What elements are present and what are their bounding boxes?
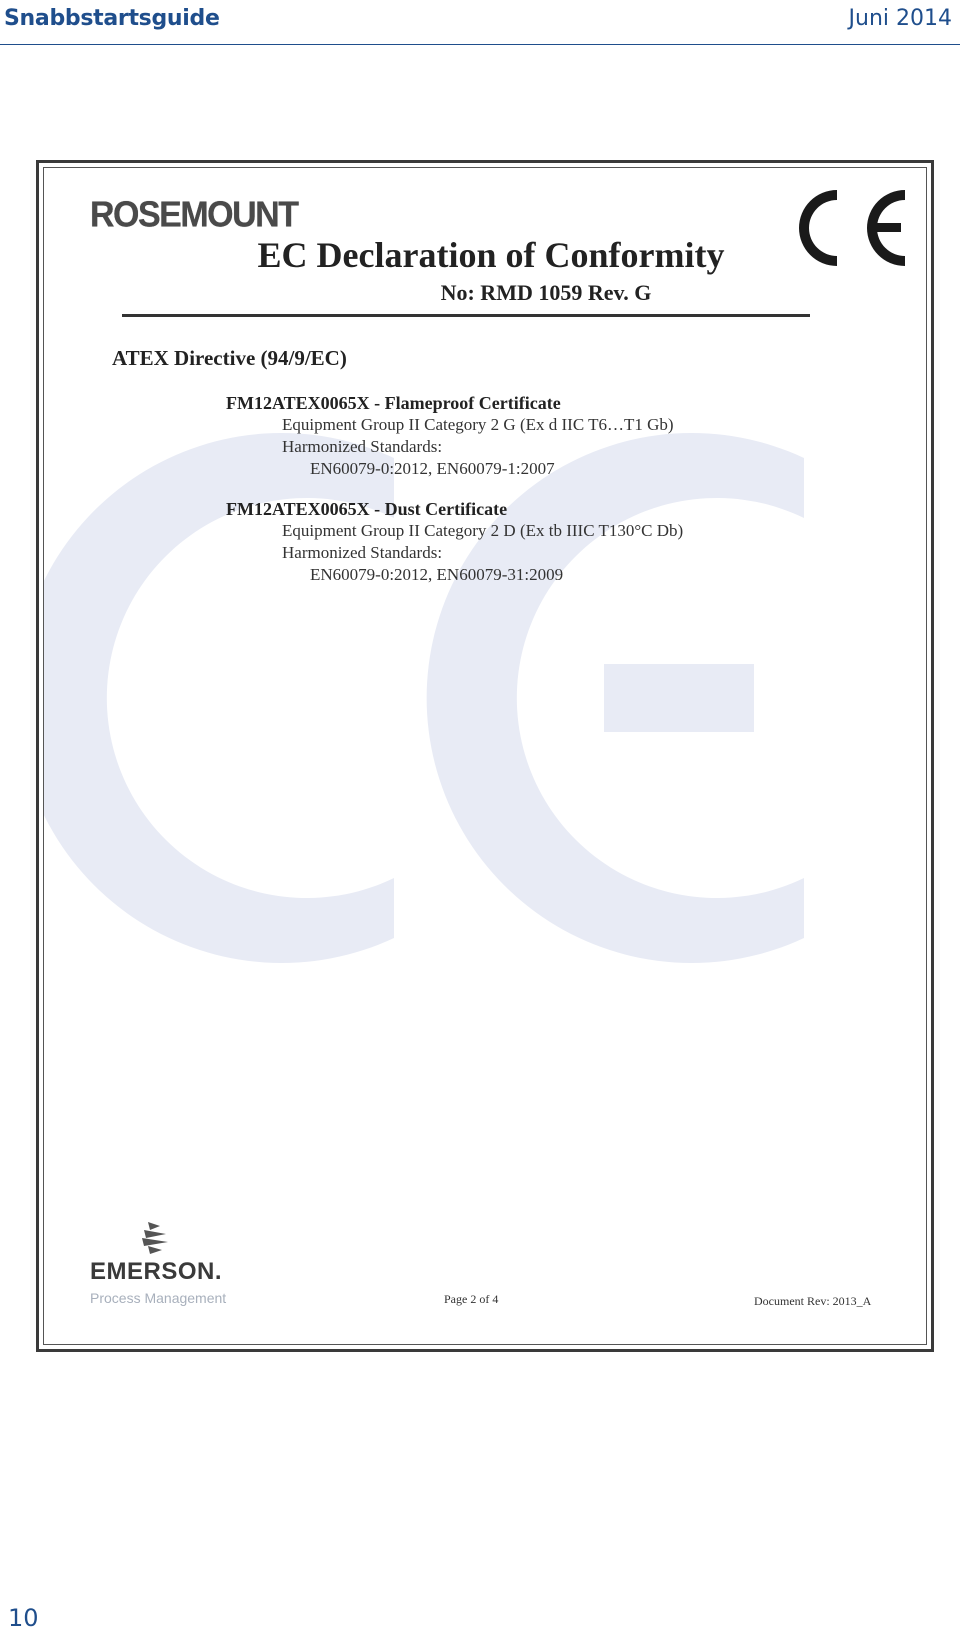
directive-heading: ATEX Directive (94/9/EC) <box>112 346 347 370</box>
standards-list: EN60079-0:2012, EN60079-31:2009 <box>310 565 564 584</box>
equipment-line: Equipment Group II Category 2 D (Ex tb IIIC T130°C Db) <box>282 521 684 540</box>
emerson-logo-icon <box>138 1220 172 1256</box>
equipment-line: Equipment Group II Category 2 G (Ex d IIC T6…T1 Gb) <box>282 415 674 434</box>
certificate-inner-border <box>43 167 927 1345</box>
ce-watermark-icon <box>44 168 928 1346</box>
certificate-block-dust <box>226 498 683 586</box>
page-header-title: Snabbstartsguide <box>4 6 220 31</box>
emerson-division: Process Management <box>90 1290 227 1306</box>
emerson-name: EMERSON. <box>90 1258 223 1285</box>
certificate-block-title: FM12ATEX0065X - Dust Certificate <box>226 499 508 519</box>
document-revision: Document Rev: 2013_A <box>754 1294 872 1308</box>
declaration-number: No: RMD 1059 Rev. G <box>440 280 652 305</box>
page-number: 10 <box>8 1604 39 1632</box>
certificate-block-flameproof <box>226 392 674 480</box>
declaration-title: EC Declaration of Conformity <box>257 235 725 275</box>
page-indicator: Page 2 of 4 <box>444 1292 499 1306</box>
certificate-block-title: FM12ATEX0065X - Flameproof Certificate <box>226 393 561 413</box>
title-divider <box>122 314 810 317</box>
rosemount-logo: ROSEMOUNT <box>90 195 298 235</box>
page-header-date: Juni 2014 <box>848 6 952 31</box>
header-divider <box>0 44 960 45</box>
standards-label: Harmonized Standards: <box>282 437 443 456</box>
standards-label: Harmonized Standards: <box>282 543 443 562</box>
certificate-scan <box>36 160 934 1352</box>
standards-list: EN60079-0:2012, EN60079-1:2007 <box>310 459 555 478</box>
